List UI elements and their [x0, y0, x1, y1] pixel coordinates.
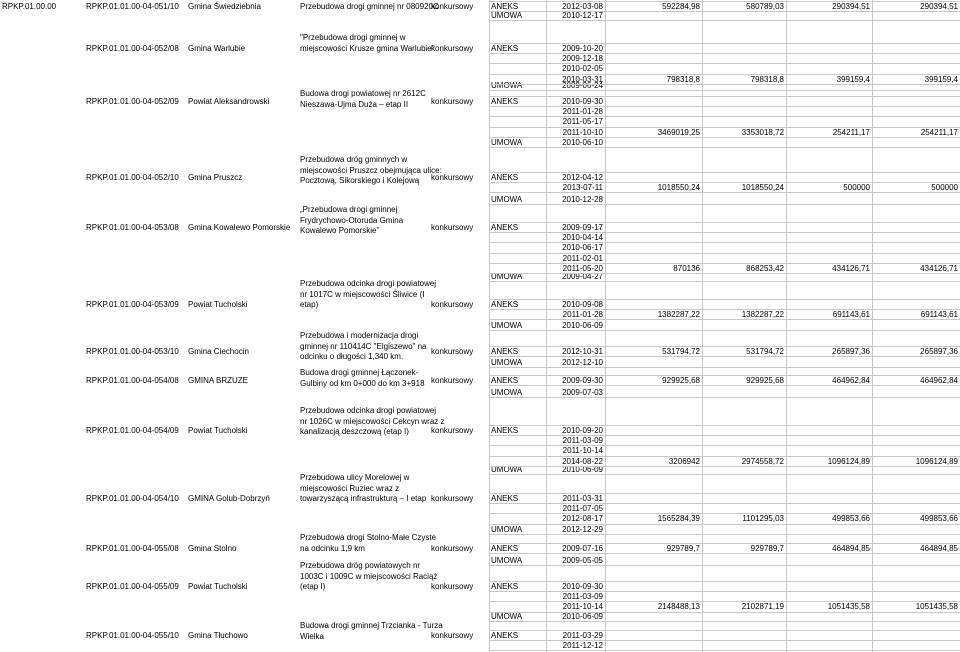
- annex-date: 2010-09-20: [562, 426, 603, 435]
- annex-date: 2012-08-17: [562, 514, 603, 524]
- amount-value: 464894,85: [832, 544, 870, 553]
- grid-line: [489, 319, 960, 320]
- annex-label: ANEKS: [491, 426, 519, 435]
- grid-line: [489, 385, 960, 386]
- amount-value: 1101295,03: [742, 514, 784, 524]
- procedure-type: konkursowy: [431, 97, 474, 106]
- project-code: RPKP.01.01.00-04-054/10: [86, 494, 179, 503]
- beneficiary-name: GMINA Golub-Dobrzyń: [188, 494, 270, 503]
- annex-date: 2011-01-28: [562, 310, 603, 320]
- umowa-date: 2012-12-10: [562, 358, 603, 367]
- beneficiary-name: Gmina Pruszcz: [188, 173, 243, 182]
- umowa-label: UMOWA: [491, 195, 523, 204]
- project-title-line: Przebudowa drogi Stolno-Małe Czyste: [300, 533, 437, 542]
- project-title-line: miejscowości Pruszcz obejmująca ulice:: [300, 165, 442, 175]
- grid-line: [489, 466, 960, 467]
- grid-line: [489, 53, 960, 54]
- project-title-line: Przebudowa i modernizacja drogi: [300, 331, 419, 340]
- project-title-line: odcinku o długości 1,340 km.: [300, 352, 404, 361]
- amount-value: 798318,8: [750, 74, 784, 84]
- grid-line: [489, 273, 960, 274]
- grid-line: [489, 20, 960, 21]
- grid-line: [489, 106, 960, 107]
- project-code: RPKP.01.01.00-04-054/08: [86, 376, 179, 385]
- grid-line: [489, 621, 960, 622]
- amount-value: 1096124,89: [827, 456, 870, 466]
- project-title-line: Przebudowa odcinka drogi powiatowej: [300, 406, 437, 415]
- grid-line: [489, 543, 960, 544]
- amount-value: 3206942: [668, 456, 700, 466]
- annex-date: 2009-07-16: [562, 544, 603, 553]
- annex-date: 2010-04-14: [562, 233, 603, 243]
- grid-line: [489, 640, 960, 641]
- umowa-date: 2012-12-29: [562, 525, 603, 534]
- beneficiary-name: Gmina Stolno: [188, 544, 237, 553]
- amount-value: 1051435,58: [827, 602, 870, 612]
- grid-line: [489, 493, 960, 494]
- amount-value: 798318,8: [666, 74, 700, 84]
- project-title-line: "Przebudowa drogi gminnej w: [300, 33, 406, 42]
- annex-label: ANEKS: [491, 44, 519, 53]
- grid-line: [489, 425, 960, 426]
- amount-value: 1382287,22: [741, 310, 784, 320]
- amount-value: 254211,17: [832, 127, 870, 137]
- grid-line: [489, 435, 960, 436]
- amount-value: 580789,03: [746, 2, 784, 11]
- amount-value: 290394,51: [832, 2, 870, 11]
- grid-line: [489, 524, 960, 525]
- project-title-line: Frydrychowo-Otoruda Gmina: [300, 215, 404, 225]
- grid-line: [489, 397, 960, 398]
- grid-line: [489, 534, 960, 535]
- amount-value: 399159,4: [836, 74, 870, 84]
- grid-column-line: [786, 0, 787, 652]
- header-code-right: RPKP.01.01.00-04-051/10: [86, 2, 179, 11]
- grid-line: [489, 346, 960, 347]
- project-title-line: Przebudowa dróg gminnych w: [300, 155, 408, 164]
- procedure-type: konkursowy: [431, 347, 474, 356]
- grid-column-line: [605, 0, 606, 652]
- project-title-line: 1003C i 1009C w miejscowości Raciąż: [300, 571, 438, 581]
- umowa-label: UMOWA: [491, 612, 523, 621]
- beneficiary-name: Gmina Ciechocin: [188, 347, 249, 356]
- grid-line: [489, 192, 960, 193]
- project-title-line: na odcinku 1,9 km: [300, 543, 365, 553]
- procedure-type: konkursowy: [431, 223, 474, 232]
- grid-line: [489, 43, 960, 44]
- amount-value: 399159,4: [924, 74, 958, 84]
- grid-line: [489, 116, 960, 117]
- beneficiary-name: Powiat Tucholski: [188, 300, 248, 309]
- grid-line: [489, 330, 960, 331]
- annex-date: 2012-10-31: [562, 347, 603, 356]
- beneficiary-name: Powiat Aleksandrowski: [188, 97, 270, 106]
- grid-line: [489, 137, 960, 138]
- annex-date: 2011-03-09: [562, 592, 603, 602]
- beneficiary-name: Gmina Świedziebnia: [188, 2, 261, 11]
- grid-line: [489, 456, 960, 457]
- beneficiary-name: Gmina Kowalewo Pomorskie: [188, 223, 291, 232]
- project-title-line: gminnej nr 110414C "Elgiszewo" na: [300, 341, 427, 351]
- procedure-type: konkursowy: [431, 44, 474, 53]
- project-title-line: kanalizacją deszczową (etap I): [300, 427, 409, 436]
- project-title-line: etap): [300, 300, 319, 309]
- umowa-label: UMOWA: [491, 272, 523, 281]
- grid-line: [489, 253, 960, 254]
- amount-value: 1096124,89: [915, 456, 958, 466]
- grid-line: [489, 601, 960, 602]
- amount-value: 499853,66: [832, 514, 870, 524]
- grid-line: [489, 204, 960, 205]
- annex-date: 2011-10-14: [562, 446, 603, 456]
- procedure-type: konkursowy: [431, 173, 474, 182]
- grid-line: [489, 1, 960, 2]
- grid-line: [489, 182, 960, 183]
- annex-date: 2009-09-17: [562, 223, 603, 232]
- umowa-date: 2009-04-27: [562, 272, 603, 281]
- annex-label: ANEKS: [491, 97, 519, 106]
- grid-line: [489, 503, 960, 504]
- procedure-type: konkursowy: [431, 582, 474, 591]
- amount-value: 1018550,24: [741, 183, 784, 193]
- amount-value: 691143,61: [832, 310, 870, 320]
- amount-value: 1051435,58: [915, 602, 958, 612]
- umowa-label: UMOWA: [491, 81, 523, 90]
- annex-label: ANEKS: [491, 223, 519, 232]
- amount-value: 2974558,72: [741, 456, 784, 466]
- project-title-line: Przebudowa dróg powiatowych nr: [300, 561, 421, 570]
- umowa-label: UMOWA: [491, 556, 523, 565]
- procedure-type: konkursowy: [431, 544, 474, 553]
- grid-line: [489, 232, 960, 233]
- grid-line: [489, 242, 960, 243]
- project-title-line: nr 1017C w miejscowości Śliwice (I: [300, 289, 425, 299]
- amount-value: 434126,71: [920, 263, 958, 273]
- annex-label: ANEKS: [491, 173, 519, 182]
- amount-value: 1018550,24: [657, 183, 700, 193]
- amount-value: 434126,71: [832, 263, 870, 273]
- grid-line: [489, 581, 960, 582]
- umowa-date: 2010-12-17: [562, 11, 603, 20]
- umowa-label: UMOWA: [491, 321, 523, 330]
- project-title-line: Gulbiny od km 0+000 do km 3+918: [300, 378, 425, 388]
- annex-date: 2011-05-17: [562, 117, 603, 127]
- amount-value: 531794,72: [662, 347, 700, 356]
- beneficiary-name: Powiat Tucholski: [188, 582, 248, 591]
- grid-line: [489, 96, 960, 97]
- annex-date: 2012-03-08: [562, 2, 603, 11]
- annex-label: ANEKS: [491, 494, 519, 503]
- annex-date: 2011-10-10: [562, 127, 603, 137]
- annex-date: 2014-08-22: [562, 456, 603, 466]
- annex-date: 2010-09-30: [562, 97, 603, 106]
- amount-value: 929789,7: [750, 544, 784, 553]
- annex-date: 2009-10-20: [562, 44, 603, 53]
- project-title-line: Nieszawa-Ujma Duża – etap II: [300, 99, 409, 109]
- annex-date: 2010-06-17: [562, 243, 603, 253]
- grid-line: [489, 591, 960, 592]
- umowa-date: 2009-07-03: [562, 388, 603, 397]
- amount-value: 691143,61: [920, 310, 958, 320]
- project-code: RPKP.01.01.00-04-053/08: [86, 223, 179, 232]
- project-code: RPKP.01.01.00-04-053/09: [86, 300, 179, 309]
- grid-line: [489, 375, 960, 376]
- grid-column-line: [489, 0, 490, 652]
- grid-column-line: [702, 0, 703, 652]
- amount-value: 1382287,22: [657, 310, 700, 320]
- annex-date: 2012-04-12: [562, 173, 603, 182]
- umowa-date: 2010-06-09: [562, 465, 603, 474]
- grid-column-line: [872, 0, 873, 652]
- project-title-line: Wielka: [300, 631, 325, 641]
- amount-value: 3469019,25: [657, 127, 700, 137]
- beneficiary-name: Gmina Tłuchowo: [188, 631, 248, 640]
- grid-column-line: [546, 0, 547, 652]
- umowa-label: UMOWA: [491, 525, 523, 534]
- procedure-type: konkursowy: [431, 494, 474, 503]
- grid-line: [489, 84, 960, 85]
- annex-date: 2011-01-28: [562, 107, 603, 117]
- project-code: RPKP.01.01.00-04-055/08: [86, 544, 179, 553]
- grid-line: [489, 474, 960, 475]
- project-code: RPKP.01.01.00-04-052/09: [86, 97, 179, 106]
- umowa-label: UMOWA: [491, 138, 523, 147]
- grid-line: [489, 650, 960, 651]
- grid-line: [489, 11, 960, 12]
- grid-line: [489, 630, 960, 631]
- amount-value: 464962,84: [832, 376, 870, 385]
- amount-value: 1565284,39: [657, 514, 700, 524]
- amount-value: 592284,98: [662, 2, 700, 11]
- annex-date: 2010-02-05: [562, 64, 603, 74]
- procedure-type: konkursowy: [431, 300, 474, 309]
- annex-date: 2010-09-30: [562, 582, 603, 591]
- annex-label: ANEKS: [491, 300, 519, 309]
- annex-label: ANEKS: [491, 631, 519, 640]
- amount-value: 500000: [843, 183, 870, 193]
- grid-line: [489, 172, 960, 173]
- umowa-date: 2009-06-24: [562, 81, 603, 90]
- grid-line: [489, 281, 960, 282]
- header-code-left: RPKP.01.00.00: [2, 2, 57, 11]
- umowa-date: 2010-06-09: [562, 321, 603, 330]
- annex-label: ANEKS: [491, 582, 519, 591]
- amount-value: 464894,85: [920, 544, 958, 553]
- amount-value: 265897,36: [920, 347, 958, 356]
- project-title-line: Kowalewo Pomorskie”: [300, 226, 380, 235]
- grid-line: [489, 513, 960, 514]
- amount-value: 929925,68: [662, 376, 700, 385]
- grid-line: [489, 612, 960, 613]
- umowa-label: UMOWA: [491, 358, 523, 367]
- amount-value: 2148488,13: [657, 602, 700, 612]
- annex-label: ANEKS: [491, 544, 519, 553]
- amount-value: 2102871,19: [741, 602, 784, 612]
- amount-value: 3353018,72: [741, 127, 784, 137]
- project-title-line: Pocztową, Sikorskiego i Kolejową: [300, 176, 420, 185]
- beneficiary-name: GMINA BRZUZE: [188, 376, 249, 385]
- beneficiary-name: Powiat Tucholski: [188, 426, 248, 435]
- procedure-type: konkursowy: [431, 631, 474, 640]
- annex-date: 2013-07-11: [562, 183, 603, 193]
- amount-value: 929925,68: [746, 376, 784, 385]
- grid-line: [489, 127, 960, 128]
- project-code: RPKP.01.01.00-04-055/10: [86, 631, 179, 640]
- grid-line: [489, 299, 960, 300]
- amount-value: 499853,66: [920, 514, 958, 524]
- umowa-date: 2010-06-10: [562, 138, 603, 147]
- grid-line: [489, 367, 960, 368]
- procedure-type: konkursowy: [431, 376, 474, 385]
- umowa-label: UMOWA: [491, 11, 523, 20]
- grid-line: [489, 309, 960, 310]
- amount-value: 531794,72: [746, 347, 784, 356]
- project-title-line: miejscowości Krusze gmina Warlubie": [300, 43, 435, 53]
- project-title-line: Przebudowa odcinka drogi powiatowej: [300, 279, 437, 288]
- grid-line: [489, 565, 960, 566]
- project-title-line: miejscowości Ruziec wraz z: [300, 483, 400, 493]
- annex-date: 2010-03-31: [562, 74, 603, 84]
- umowa-label: UMOWA: [491, 388, 523, 397]
- annex-date: 2011-12-12: [562, 641, 603, 651]
- amount-value: 500000: [931, 183, 958, 193]
- project-code: RPKP.01.01.00-04-055/09: [86, 582, 179, 591]
- project-code: RPKP.01.01.00-04-054/09: [86, 426, 179, 435]
- grid-line: [489, 74, 960, 75]
- grid-line: [489, 553, 960, 554]
- amount-value: 868253,42: [746, 263, 784, 273]
- amount-value: 870136: [673, 263, 700, 273]
- umowa-label: UMOWA: [491, 465, 523, 474]
- annex-date: 2009-09-30: [562, 376, 603, 385]
- project-title-line: Przebudowa drogi gminnej nr 080920C: [300, 2, 439, 11]
- project-title-line: Budowa drogi powiatowej nr 2612C: [300, 89, 426, 98]
- amount-value: 265897,36: [832, 347, 870, 356]
- annex-label: ANEKS: [491, 347, 519, 356]
- amount-value: 290394,51: [920, 2, 958, 11]
- project-title-line: Budowa drogi gminnej Łączonek-: [300, 368, 419, 377]
- annex-date: 2009-12-18: [562, 54, 603, 64]
- annex-label: ANEKS: [491, 2, 519, 11]
- amount-value: 929789,7: [666, 544, 700, 553]
- umowa-date: 2009-05-05: [562, 556, 603, 565]
- grid-line: [489, 222, 960, 223]
- procedure-type: konkursowy: [431, 2, 474, 11]
- beneficiary-name: Gmina Warlubie: [188, 44, 246, 53]
- grid-line: [489, 356, 960, 357]
- grid-line: [489, 445, 960, 446]
- grid-line: [489, 263, 960, 264]
- annex-date: 2011-03-31: [562, 494, 603, 503]
- annex-date: 2011-05-20: [562, 263, 603, 273]
- amount-value: 254211,17: [920, 127, 958, 137]
- umowa-date: 2010-06-09: [562, 612, 603, 621]
- project-title-line: Przebudowa ulicy Morelowej w: [300, 473, 410, 482]
- project-code: RPKP.01.01.00-04-053/10: [86, 347, 179, 356]
- annex-date: 2011-07-05: [562, 504, 603, 514]
- project-title-line: nr 1026C w miejscowości Cekcyn wraz z: [300, 416, 445, 426]
- project-title-line: (etap I): [300, 582, 326, 591]
- annex-date: 2010-09-08: [562, 300, 603, 309]
- project-code: RPKP.01.01.00-04-052/10: [86, 173, 179, 182]
- project-title-line: „Przebudowa drogi gminnej: [300, 205, 398, 214]
- grid-line: [489, 63, 960, 64]
- grid-line: [489, 90, 960, 91]
- annex-label: ANEKS: [491, 376, 519, 385]
- grid-line: [489, 147, 960, 148]
- project-title-line: towarzyszącą infrastrukturą – I etap: [300, 494, 427, 503]
- project-code: RPKP.01.01.00-04-052/08: [86, 44, 179, 53]
- umowa-date: 2010-12-28: [562, 195, 603, 204]
- annex-date: 2011-10-14: [562, 602, 603, 612]
- annex-date: 2011-03-09: [562, 436, 603, 446]
- annex-date: 2011-02-01: [562, 253, 603, 263]
- annex-date: 2011-03-29: [562, 631, 603, 640]
- project-title-line: Budowa drogi gminnej Trzcianka - Turza: [300, 621, 443, 630]
- amount-value: 464962,84: [920, 376, 958, 385]
- procedure-type: konkursowy: [431, 426, 474, 435]
